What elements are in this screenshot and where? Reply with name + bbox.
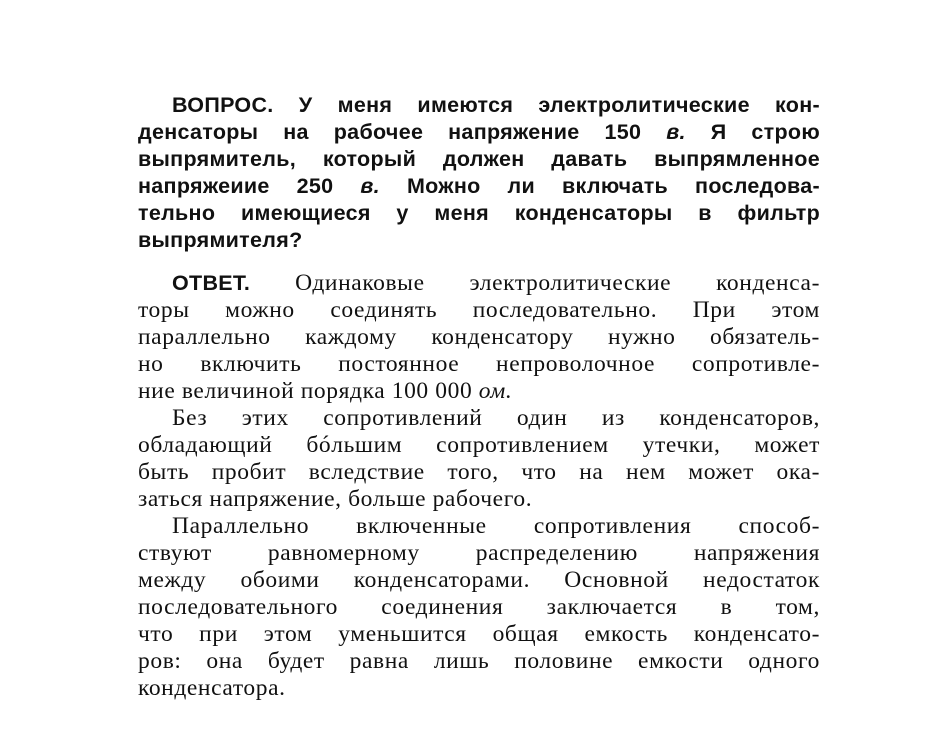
answer-line	[138, 459, 820, 486]
answer-text: быть пробит вследствие того, что на нем может ока-	[138, 459, 820, 485]
question-text: У меня имеются электролитические кон-	[273, 93, 820, 117]
answer-label: ОТВЕТ.	[172, 271, 251, 295]
answer-text: но включить постоянное непроволочное сопротивле-	[138, 351, 820, 377]
unit-volt: в.	[360, 174, 380, 198]
answer-line	[138, 567, 820, 594]
question-text: Можно ли включать последова-	[379, 174, 820, 198]
answer-line	[138, 594, 820, 621]
answer-text: обладающий бóльшим сопротивлением утечки, может	[138, 432, 820, 458]
answer-text: ствуют равномерному распределению напряжения	[138, 540, 820, 566]
answer-line	[138, 324, 820, 351]
question-line	[138, 92, 820, 119]
answer-line	[138, 351, 820, 378]
question-paragraph	[138, 92, 820, 254]
answer-line	[138, 432, 820, 459]
question-line	[138, 146, 820, 173]
question-line	[138, 173, 820, 200]
answer-line	[138, 648, 820, 675]
article-body	[138, 92, 820, 702]
answer-line	[138, 270, 820, 297]
answer-text: Без этих сопротивлений один из конденсаторов,	[172, 405, 820, 431]
question-text: выпрямитель, который должен давать выпрямленное	[138, 147, 820, 171]
question-text: Я строю	[685, 120, 821, 144]
answer-line	[138, 486, 820, 513]
answer-line	[138, 513, 820, 540]
question-text: выпрямителя?	[138, 228, 303, 252]
question-line	[138, 119, 820, 146]
question-text: напряжеиие 250	[138, 174, 361, 198]
answer-section	[138, 270, 820, 702]
answer-text: что при этом уменьшится общая емкость конденсато-	[138, 621, 820, 647]
question-text: денсаторы на рабочее напряжение 150	[138, 120, 667, 144]
answer-text: ров: она будет равна лишь половине емкости одного	[138, 648, 820, 674]
answer-line	[138, 405, 820, 432]
answer-line	[138, 675, 820, 702]
answer-text: последовательного соединения заключается в том,	[138, 594, 820, 620]
answer-text: заться напряжение, больше рабочего.	[138, 486, 533, 512]
answer-text: между обоими конденсаторами. Основной недостаток	[138, 567, 820, 593]
question-label: ВОПРОС.	[172, 93, 274, 117]
answer-line	[138, 378, 820, 405]
answer-text: Одинаковые электролитические конденса-	[250, 270, 820, 296]
answer-text: ние величиной порядка 100 000	[138, 378, 479, 404]
question-line	[138, 227, 820, 254]
answer-text: параллельно каждому конденсатору нужно обязатель-	[138, 324, 820, 350]
answer-line	[138, 621, 820, 648]
answer-text: торы можно соединять последовательно. При этом	[138, 297, 820, 323]
question-line	[138, 200, 820, 227]
answer-text: Параллельно включенные сопротивления способ-	[172, 513, 820, 539]
answer-line	[138, 540, 820, 567]
unit-ohm: ом.	[478, 378, 513, 404]
question-text: тельно имеющиеся у меня конденсаторы в фильтр	[138, 201, 820, 225]
answer-text: конденсатора.	[138, 675, 286, 701]
answer-line	[138, 297, 820, 324]
unit-volt: в.	[666, 120, 686, 144]
